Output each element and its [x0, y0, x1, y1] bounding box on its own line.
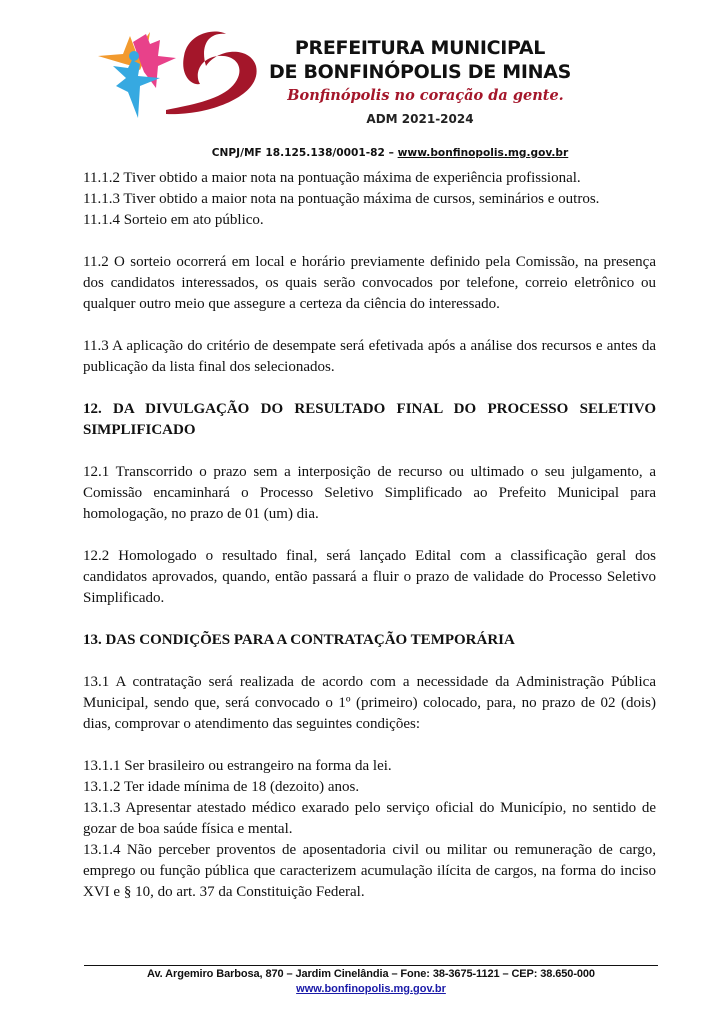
condition-13-1-4: 13.1.4 Não perceber proventos de aposentadoria civil ou militar ou remuneração de cargo, emprego ou função pública que caracterizem acumulação ilícita de cargos, na forma do inciso XVI e § 10, do art. 37 da Constituição Federal.	[83, 842, 656, 900]
municipality-logo-icon	[88, 26, 273, 126]
paragraph-12-2: 12.2 Homologado o resultado final, será lançado Edital com a classificação geral dos candidatos aprovados, quando, então passará a fluir o prazo de validade do Processo Seletivo Simplificado.	[83, 548, 656, 606]
condition-13-1-2: 13.1.2 Ter idade mínima de 18 (dezoito) anos.	[83, 779, 360, 795]
cnpj-line	[200, 147, 580, 159]
letterhead	[0, 0, 723, 165]
municipality-title-line2: DE BONFINÓPOLIS DE MINAS	[269, 61, 571, 83]
item-11-1-3: 11.1.3 Tiver obtido a maior nota na pontuação máxima de cursos, seminários e outros.	[83, 191, 600, 207]
item-11-1-2: 11.1.2 Tiver obtido a maior nota na pontuação máxima de experiência profissional.	[83, 170, 581, 186]
document-body	[83, 168, 656, 903]
footer-website-link[interactable]: www.bonfinopolis.mg.gov.br	[296, 983, 446, 995]
section-heading-13: 13. DAS CONDIÇÕES PARA A CONTRATAÇÃO TEMPORÁRIA	[83, 632, 515, 648]
cnpj-text: CNPJ/MF 18.125.138/0001-82 –	[211, 147, 394, 159]
condition-13-1-1: 13.1.1 Ser brasileiro ou estrangeiro na forma da lei.	[83, 758, 392, 774]
paragraph-11-3: 11.3 A aplicação do critério de desempate será efetivada após a análise dos recursos e antes da publicação da lista final dos selecionados.	[83, 338, 656, 375]
administration-period: ADM 2021-2024	[366, 112, 474, 126]
footer-divider	[84, 965, 658, 966]
header-website-link[interactable]: www.bonfinopolis.mg.gov.br	[397, 147, 569, 159]
municipality-slogan: Bonfinópolis no coração da gente.	[287, 87, 564, 104]
paragraph-11-2: 11.2 O sorteio ocorrerá em local e horário previamente definido pela Comissão, na presença dos candidatos interessados, os quais serão convocados por telefone, correio eletrônico ou qualquer outro meio que assegure a certeza da ciência do interessado.	[83, 254, 656, 312]
paragraph-13-1: 13.1 A contratação será realizada de acordo com a necessidade da Administração Pública Municipal, sendo que, será convocado o 1º (primeiro) colocado, para, no prazo de 02 (dois) dias, comprovar o atendimento das seguintes condições:	[83, 674, 656, 732]
section-heading-12: 12. DA DIVULGAÇÃO DO RESULTADO FINAL DO PROCESSO SELETIVO SIMPLIFICADO	[83, 401, 656, 438]
footer-address: Av. Argemiro Barbosa, 870 – Jardim Cinelândia – Fone: 38-3675-1121 – CEP: 38.650-000	[147, 968, 595, 980]
logo-heart-swirl	[166, 32, 257, 115]
municipality-title-line1: PREFEITURA MUNICIPAL	[294, 37, 546, 59]
paragraph-12-1: 12.1 Transcorrido o prazo sem a interposição de recurso ou ultimado o seu julgamento, a Comissão encaminhará o Processo Seletivo Simplificado ao Prefeito Municipal para homologação, no prazo de 01 (um) dia.	[83, 464, 656, 522]
condition-13-1-3: 13.1.3 Apresentar atestado médico exarado pelo serviço oficial do Município, no sentido de gozar de boa saúde física e mental.	[83, 800, 656, 837]
item-11-1-4: 11.1.4 Sorteio em ato público.	[83, 212, 264, 228]
